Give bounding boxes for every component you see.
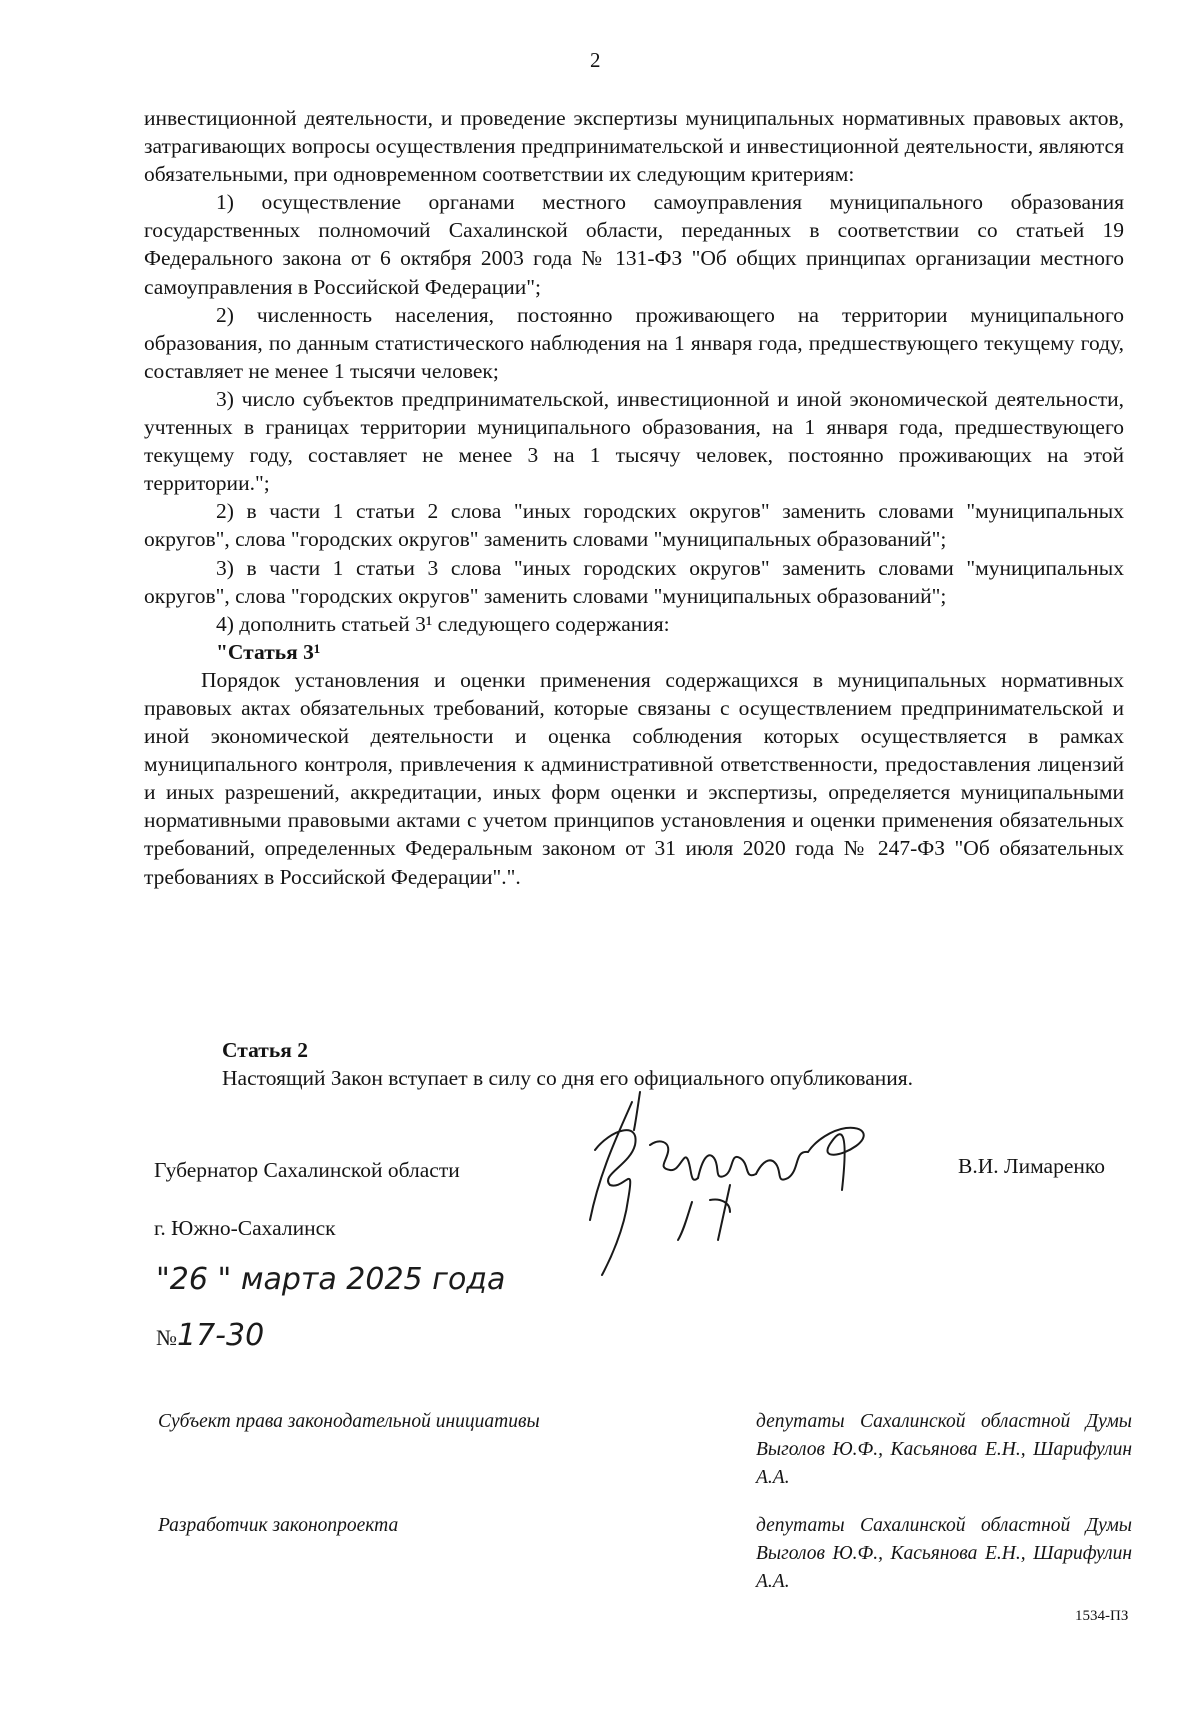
governor-name: В.И. Лимаренко [958, 1154, 1105, 1178]
law-body [144, 104, 1124, 891]
paragraph: Порядок установления и оценки применения содержащихся в муниципальных нормативных правовых актах обязательных требований, которые связаны с осуществлением предпринимательской и иной экономической деятельности и оценка соблюдения которых осуществляется в рамках муниципального контроля, привлечения к административной ответственности, предоставления лицензий и иных разрешений, аккредитации, иных форм оценки и экспертизы, определяется муниципальными нормативными правовыми актами с учетом принципов установления и оценки применения обязательных требований, определенных Федеральным законом от 31 июля 2020 года № 247-ФЗ "Об обязательных требованиях в Российской Федерации".". [144, 667, 1124, 889]
paragraph: 3) в части 1 статьи 3 слова "иных городских округов" заменить словами "муниципальных округов", слова "городских округов" заменить словами "муниципальных образований"; [144, 555, 1124, 608]
handwritten-date: "26 " марта 2025 года [156, 1262, 506, 1297]
subject-label: Субъект права законодательной инициативы [158, 1411, 540, 1432]
paragraph: 3) число субъектов предпринимательской, инвестиционной и иной экономической деятельности, учтенных в границах территории муниципального образования, на 1 января года, предшествующего текущему году, составляет не менее 3 на 1 тысячу человек, постоянно проживающих на этой территории."; [144, 386, 1124, 496]
law-number [156, 1318, 264, 1353]
paragraph: инвестиционной деятельности, и проведение экспертизы муниципальных нормативных правовых актов, затрагивающих вопросы осуществления предпринимательской и инвестиционной деятельности, являются обязательными, при одновременном соответствии их следующим критериям: [144, 106, 1124, 187]
subject-value: депутаты Сахалинской областной Думы Выголов Ю.Ф., Касьянова Е.Н., Шарифулин А.А. [756, 1411, 1132, 1488]
city: г. Южно-Сахалинск [154, 1216, 336, 1240]
number-sign: № [156, 1325, 177, 1350]
article-2-text: Настоящий Закон вступает в силу со дня его официального опубликования. [222, 1066, 914, 1090]
signature-icon [580, 1090, 910, 1280]
paragraph: 2) численность населения, постоянно проживающего на территории муниципального образования, по данным статистического наблюдения на 1 января года, предшествующего текущему году, составляет не менее 1 тысячи человек; [144, 302, 1124, 383]
governor-title: Губернатор Сахалинской области [154, 1158, 460, 1182]
paragraph: 4) дополнить статьей 3¹ следующего содержания: [216, 611, 670, 636]
article-heading: "Статья 3¹ [216, 639, 321, 664]
paragraph: 2) в части 1 статьи 2 слова "иных городских округов" заменить словами "муниципальных округов", слова "городских округов" заменить словами "муниципальных образований"; [144, 499, 1124, 552]
developer-label: Разработчик законопроекта [158, 1515, 399, 1536]
document-code: 1534-ПЗ [1075, 1608, 1129, 1624]
developer-value: депутаты Сахалинской областной Думы Выголов Ю.Ф., Касьянова Е.Н., Шарифулин А.А. [756, 1515, 1132, 1592]
page-number: 2 [590, 48, 601, 72]
article-2-title: Статья 2 [222, 1038, 308, 1062]
handwritten-number: 17-30 [177, 1318, 265, 1353]
paragraph: 1) осуществление органами местного самоуправления муниципального образования государственных полномочий Сахалинской области, переданных в соответствии со статьей 19 Федерального закона от 6 октября 2003 года № 131-ФЗ "Об общих принципах организации местного самоуправления в Российской Федерации"; [144, 190, 1124, 299]
